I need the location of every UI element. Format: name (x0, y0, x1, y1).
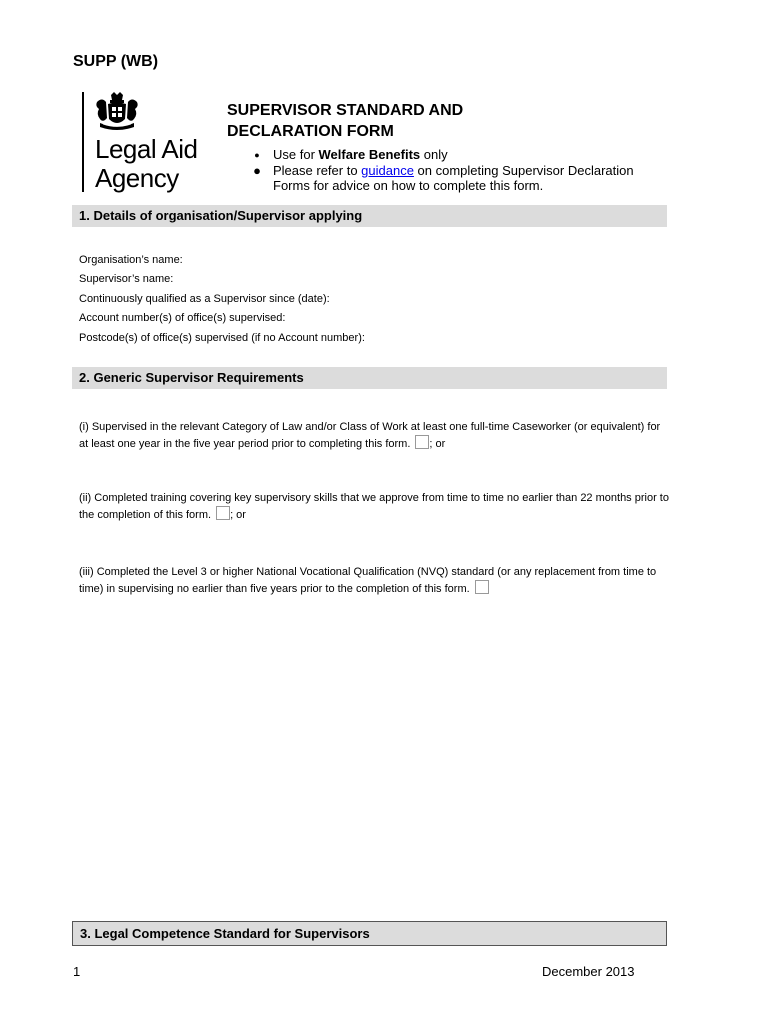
guidance-link[interactable]: guidance (361, 162, 414, 178)
form-title-line-2: DECLARATION FORM (227, 123, 394, 140)
royal-crest-icon (94, 92, 140, 132)
instruction-text: Please refer to (273, 162, 362, 178)
instruction-bold-text: Welfare Benefits (318, 147, 421, 162)
field-label-qualified-since: Continuously qualified as a Supervisor since (date): (79, 293, 330, 305)
section-heading-details: 1. Details of organisation/Supervisor applying (72, 205, 667, 227)
logo-text-legal-aid: Legal Aid (95, 134, 198, 164)
section-heading-legal-competence: 3. Legal Competence Standard for Supervisors (72, 921, 667, 946)
logo-divider (82, 92, 84, 192)
requirement-iii (79, 564, 669, 597)
bullet-icon: ● (254, 150, 260, 160)
requirement-i-suffix: ; or (429, 438, 446, 450)
field-label-account-numbers: Account number(s) of office(s) supervised: (79, 312, 286, 324)
requirement-i (79, 419, 669, 452)
instruction-text-suffix: only (420, 147, 448, 162)
requirement-ii-checkbox[interactable] (216, 506, 230, 520)
field-label-organisation-name: Organisation’s name: (79, 254, 183, 266)
footer-date: December 2013 (542, 964, 635, 979)
section-heading-generic-requirements: 2. Generic Supervisor Requirements (72, 367, 667, 389)
legal-aid-agency-logo (82, 92, 210, 194)
field-label-supervisor-name: Supervisor’s name: (79, 273, 174, 285)
requirement-ii-suffix: ; or (230, 509, 246, 521)
form-title-line-1: SUPERVISOR STANDARD AND (227, 102, 464, 119)
requirement-ii-text: (ii) Completed training covering key supervisory skills that we approve from time to time no earlier than 22 months prior to the completion of this form. (79, 492, 669, 521)
requirement-iii-text: (iii) Completed the Level 3 or higher National Vocational Qualification (NVQ) standard (or any replacement from time to time) in supervising no earlier than five years prior to the completion of this form. (79, 566, 657, 595)
logo-text-agency: Agency (95, 163, 179, 193)
bullet-icon: ● (253, 162, 261, 178)
form-title (227, 100, 547, 142)
requirement-i-checkbox[interactable] (415, 435, 429, 449)
requirement-ii (79, 490, 669, 523)
instruction-item-guidance (252, 163, 672, 194)
requirement-i-text: (i) Supervised in the relevant Category of Law and/or Class of Work at least one full-time Caseworker (or equivalent) for at least one year in the five year period prior to completing this form. (79, 421, 661, 450)
instructions-list (252, 147, 672, 194)
field-label-postcodes: Postcode(s) of office(s) supervised (if no Account number): (79, 332, 365, 344)
instruction-item-welfare (252, 147, 672, 163)
instruction-text: Use for (273, 147, 319, 162)
requirement-iii-checkbox[interactable] (475, 580, 489, 594)
document-code: SUPP (WB) (73, 53, 159, 70)
instruction-text-suffix: on completing Supervisor Declaration Forms for advice on how to complete this form. (273, 162, 634, 193)
page-number: 1 (73, 964, 81, 979)
